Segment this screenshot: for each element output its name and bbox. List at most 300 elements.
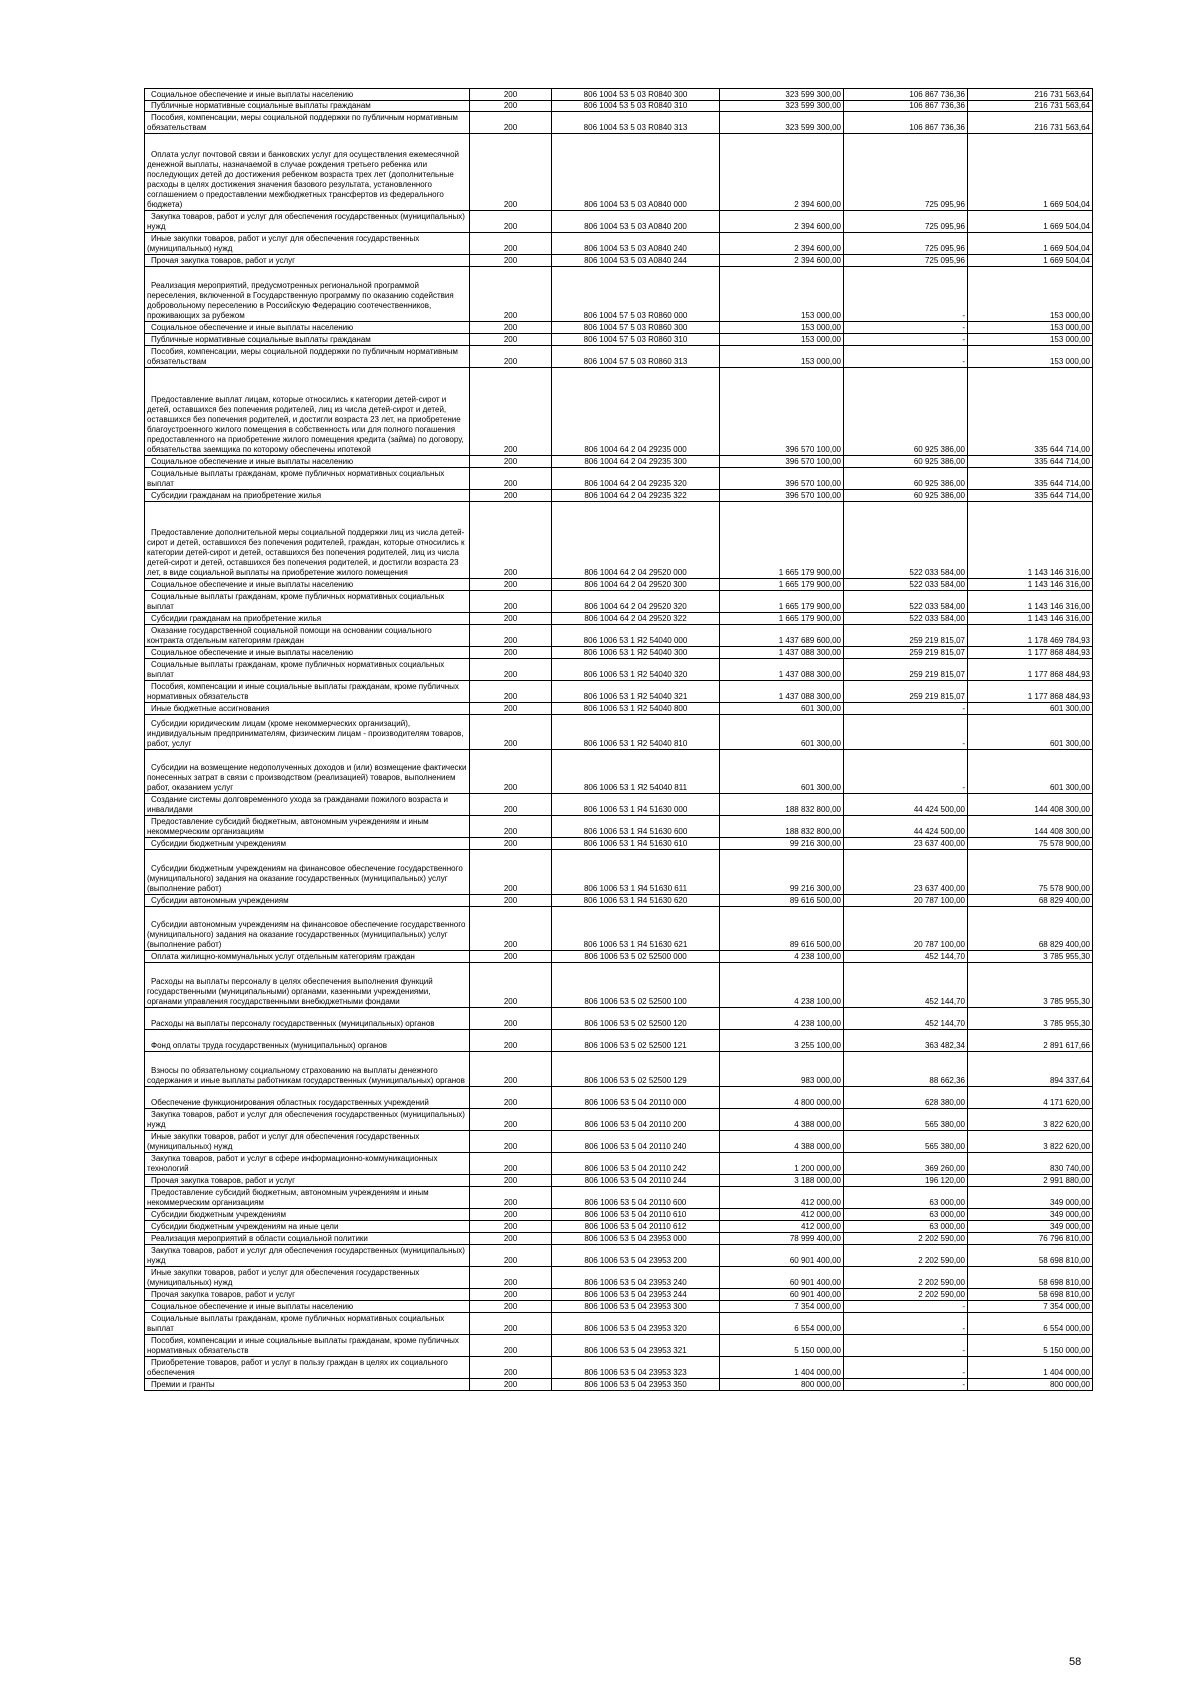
cell-code: 200 [470, 101, 552, 112]
cell-remaining: 2 891 617,66 [968, 1030, 1093, 1052]
table-row [145, 1335, 1093, 1357]
table-row [145, 1187, 1093, 1209]
cell-remaining: 1 178 469 784,93 [968, 625, 1093, 647]
cell-code: 200 [470, 613, 552, 625]
table-row [145, 579, 1093, 591]
cell-name: Реализация мероприятий в области социальной политики [145, 1233, 470, 1245]
cell-code: 200 [470, 579, 552, 591]
cell-kbk: 806 1006 53 5 04 23953 323 [552, 1357, 720, 1379]
budget-table [144, 88, 1093, 1391]
cell-kbk: 806 1006 53 5 02 52500 100 [552, 963, 720, 1008]
table-row [145, 613, 1093, 625]
cell-code: 200 [470, 1153, 552, 1175]
cell-remaining: 800 000,00 [968, 1379, 1093, 1391]
table-row [145, 625, 1093, 647]
cell-executed: 60 925 386,00 [844, 468, 968, 490]
cell-remaining: 349 000,00 [968, 1209, 1093, 1221]
table-row [145, 1109, 1093, 1131]
cell-executed: - [844, 1313, 968, 1335]
cell-name: Закупка товаров, работ и услуг для обеспечения государственных (муниципальных) нужд [145, 1109, 470, 1131]
cell-assigned: 1 404 000,00 [720, 1357, 844, 1379]
cell-name: Социальные выплаты гражданам, кроме публичных нормативных социальных выплат [145, 468, 470, 490]
cell-assigned: 78 999 400,00 [720, 1233, 844, 1245]
cell-executed: 88 662,36 [844, 1052, 968, 1087]
cell-kbk: 806 1004 64 2 04 29235 322 [552, 490, 720, 502]
cell-remaining: 75 578 900,00 [968, 838, 1093, 850]
cell-remaining: 601 300,00 [968, 750, 1093, 794]
cell-assigned: 412 000,00 [720, 1221, 844, 1233]
cell-kbk: 806 1006 53 1 Я2 54040 321 [552, 681, 720, 703]
cell-code: 200 [470, 1008, 552, 1030]
table-row [145, 101, 1093, 112]
cell-assigned: 601 300,00 [720, 715, 844, 750]
cell-remaining: 335 644 714,00 [968, 490, 1093, 502]
cell-remaining: 68 829 400,00 [968, 907, 1093, 951]
cell-executed: 369 260,00 [844, 1153, 968, 1175]
table-row [145, 1153, 1093, 1175]
cell-remaining: 2 991 880,00 [968, 1175, 1093, 1187]
cell-code: 200 [470, 1313, 552, 1335]
cell-assigned: 99 216 300,00 [720, 838, 844, 850]
cell-kbk: 806 1006 53 1 Я4 51630 000 [552, 794, 720, 816]
cell-name: Закупка товаров, работ и услуг для обеспечения государственных (муниципальных) нужд [145, 1245, 470, 1267]
cell-kbk: 806 1006 53 5 04 20110 240 [552, 1131, 720, 1153]
cell-code: 200 [470, 1175, 552, 1187]
cell-name: Субсидии бюджетным учреждениям на иные цели [145, 1221, 470, 1233]
cell-remaining: 216 731 563,64 [968, 112, 1093, 134]
table-row [145, 850, 1093, 895]
cell-name: Приобретение товаров, работ и услуг в пользу граждан в целях их социального обеспечения [145, 1357, 470, 1379]
cell-assigned: 60 901 400,00 [720, 1245, 844, 1267]
cell-code: 200 [470, 1357, 552, 1379]
cell-remaining: 5 150 000,00 [968, 1335, 1093, 1357]
cell-executed: - [844, 750, 968, 794]
cell-executed: 259 219 815,07 [844, 625, 968, 647]
cell-kbk: 806 1006 53 1 Я4 51630 620 [552, 895, 720, 907]
cell-assigned: 1 437 088 300,00 [720, 659, 844, 681]
cell-assigned: 1 200 000,00 [720, 1153, 844, 1175]
cell-remaining: 335 644 714,00 [968, 468, 1093, 490]
cell-kbk: 806 1006 53 1 Я2 54040 300 [552, 647, 720, 659]
cell-code: 200 [470, 490, 552, 502]
cell-remaining: 3 822 620,00 [968, 1131, 1093, 1153]
cell-code: 200 [470, 750, 552, 794]
cell-kbk: 806 1004 53 5 03 A0840 244 [552, 255, 720, 267]
cell-name: Прочая закупка товаров, работ и услуг [145, 1289, 470, 1301]
cell-kbk: 806 1004 57 5 03 R0860 313 [552, 346, 720, 368]
cell-remaining: 76 796 810,00 [968, 1233, 1093, 1245]
cell-assigned: 396 570 100,00 [720, 490, 844, 502]
cell-name: Социальные выплаты гражданам, кроме публичных нормативных социальных выплат [145, 591, 470, 613]
cell-kbk: 806 1006 53 5 04 23953 200 [552, 1245, 720, 1267]
cell-executed: - [844, 322, 968, 334]
table-row [145, 895, 1093, 907]
cell-executed: 63 000,00 [844, 1221, 968, 1233]
table-row [145, 647, 1093, 659]
cell-remaining: 58 698 810,00 [968, 1267, 1093, 1289]
cell-name: Закупка товаров, работ и услуг в сфере информационно-коммуникационных технологий [145, 1153, 470, 1175]
cell-executed: - [844, 1357, 968, 1379]
cell-remaining: 1 669 504,04 [968, 211, 1093, 233]
cell-assigned: 3 188 000,00 [720, 1175, 844, 1187]
cell-kbk: 806 1006 53 5 04 20110 200 [552, 1109, 720, 1131]
table-row [145, 659, 1093, 681]
cell-executed: 63 000,00 [844, 1209, 968, 1221]
table-row [145, 456, 1093, 468]
cell-name: Предоставление дополнительной меры социальной поддержки лиц из числа детей-сирот и детей, оставшихся без попечения родителей, граждан, которые относились к категории детей-сирот и детей, оставшихся без попечения родителей, лиц из числа детей-сирот и детей, оставшихся без попечения родителей, и достигли возраста 23 лет, в виде социальной выплаты на приобретение жилого помещения [145, 502, 470, 579]
cell-kbk: 806 1006 53 5 04 20110 612 [552, 1221, 720, 1233]
cell-assigned: 4 238 100,00 [720, 951, 844, 963]
cell-executed: - [844, 334, 968, 346]
cell-executed: 363 482,34 [844, 1030, 968, 1052]
cell-executed: - [844, 1301, 968, 1313]
cell-kbk: 806 1006 53 5 04 23953 000 [552, 1233, 720, 1245]
cell-kbk: 806 1006 53 5 04 23953 244 [552, 1289, 720, 1301]
cell-executed: 60 925 386,00 [844, 490, 968, 502]
cell-executed: 628 380,00 [844, 1087, 968, 1109]
table-row [145, 1008, 1093, 1030]
table-row [145, 1379, 1093, 1391]
cell-code: 200 [470, 1052, 552, 1087]
cell-code: 200 [470, 816, 552, 838]
table-row [145, 1087, 1093, 1109]
cell-executed: 44 424 500,00 [844, 794, 968, 816]
cell-executed: 20 787 100,00 [844, 895, 968, 907]
cell-code: 200 [470, 625, 552, 647]
cell-name: Предоставление субсидий бюджетным, автономным учреждениям и иным некоммерческим организациям [145, 816, 470, 838]
cell-name: Оплата услуг почтовой связи и банковских услуг для осуществления ежемесячной денежной выплаты, назначаемой в случае рождения третьего ребенка или последующих детей до достижения ребенком возраста трех лет (дополнительные расходы в целях достижения значения базового результата, установленного соглашением о предоставлении межбюджетных трансфертов из федерального бюджета) [145, 134, 470, 211]
cell-code: 200 [470, 907, 552, 951]
cell-assigned: 800 000,00 [720, 1379, 844, 1391]
cell-name: Субсидии бюджетным учреждениям [145, 1209, 470, 1221]
cell-executed: 23 637 400,00 [844, 850, 968, 895]
cell-remaining: 75 578 900,00 [968, 850, 1093, 895]
cell-code: 200 [470, 233, 552, 255]
cell-executed: 44 424 500,00 [844, 816, 968, 838]
cell-kbk: 806 1006 53 1 Я4 51630 611 [552, 850, 720, 895]
cell-code: 200 [470, 715, 552, 750]
cell-code: 200 [470, 255, 552, 267]
cell-code: 200 [470, 322, 552, 334]
table-row [145, 211, 1093, 233]
cell-kbk: 806 1006 53 5 04 20110 600 [552, 1187, 720, 1209]
cell-name: Фонд оплаты труда государственных (муниципальных) органов [145, 1030, 470, 1052]
cell-remaining: 349 000,00 [968, 1187, 1093, 1209]
cell-code: 200 [470, 1087, 552, 1109]
cell-kbk: 806 1004 64 2 04 29520 300 [552, 579, 720, 591]
cell-executed: 522 033 584,00 [844, 502, 968, 579]
cell-name: Социальное обеспечение и иные выплаты населению [145, 456, 470, 468]
cell-assigned: 412 000,00 [720, 1209, 844, 1221]
cell-kbk: 806 1006 53 1 Я2 54040 810 [552, 715, 720, 750]
table-row [145, 703, 1093, 715]
cell-executed: 23 637 400,00 [844, 838, 968, 850]
cell-kbk: 806 1004 57 5 03 R0860 310 [552, 334, 720, 346]
page-number: 58 [1069, 1656, 1082, 1668]
cell-code: 200 [470, 89, 552, 101]
cell-assigned: 2 394 600,00 [720, 233, 844, 255]
cell-name: Субсидии на возмещение недополученных доходов и (или) возмещение фактически понесенных затрат в связи с производством (реализацией) товаров, выполнением работ, оказанием услуг [145, 750, 470, 794]
cell-remaining: 58 698 810,00 [968, 1289, 1093, 1301]
cell-code: 200 [470, 850, 552, 895]
cell-code: 200 [470, 1335, 552, 1357]
table-body [145, 89, 1093, 1391]
cell-kbk: 806 1004 53 5 03 A0840 240 [552, 233, 720, 255]
cell-code: 200 [470, 1267, 552, 1289]
cell-assigned: 601 300,00 [720, 750, 844, 794]
cell-executed: 259 219 815,07 [844, 647, 968, 659]
table-row [145, 255, 1093, 267]
cell-code: 200 [470, 659, 552, 681]
cell-executed: 522 033 584,00 [844, 591, 968, 613]
cell-kbk: 806 1004 64 2 04 29520 000 [552, 502, 720, 579]
cell-executed: 60 925 386,00 [844, 368, 968, 456]
cell-assigned: 323 599 300,00 [720, 101, 844, 112]
table-row [145, 963, 1093, 1008]
cell-executed: 106 867 736,36 [844, 101, 968, 112]
cell-remaining: 153 000,00 [968, 334, 1093, 346]
cell-assigned: 4 800 000,00 [720, 1087, 844, 1109]
cell-kbk: 806 1006 53 5 02 52500 000 [552, 951, 720, 963]
cell-code: 200 [470, 895, 552, 907]
cell-code: 200 [470, 346, 552, 368]
cell-code: 200 [470, 112, 552, 134]
cell-remaining: 4 171 620,00 [968, 1087, 1093, 1109]
cell-remaining: 1 669 504,04 [968, 255, 1093, 267]
cell-executed: 725 095,96 [844, 255, 968, 267]
cell-remaining: 216 731 563,64 [968, 101, 1093, 112]
cell-assigned: 4 238 100,00 [720, 963, 844, 1008]
cell-remaining: 3 785 955,30 [968, 963, 1093, 1008]
cell-assigned: 323 599 300,00 [720, 89, 844, 101]
cell-executed: 725 095,96 [844, 233, 968, 255]
cell-code: 200 [470, 1301, 552, 1313]
cell-kbk: 806 1006 53 1 Я2 54040 811 [552, 750, 720, 794]
cell-assigned: 4 388 000,00 [720, 1131, 844, 1153]
table-row [145, 346, 1093, 368]
cell-assigned: 89 616 500,00 [720, 895, 844, 907]
cell-kbk: 806 1006 53 5 04 23953 321 [552, 1335, 720, 1357]
table-row [145, 591, 1093, 613]
cell-kbk: 806 1006 53 1 Я2 54040 320 [552, 659, 720, 681]
cell-executed: 106 867 736,36 [844, 89, 968, 101]
table-row [145, 89, 1093, 101]
cell-name: Иные бюджетные ассигнования [145, 703, 470, 715]
cell-code: 200 [470, 267, 552, 322]
cell-code: 200 [470, 647, 552, 659]
cell-assigned: 1 665 179 900,00 [720, 579, 844, 591]
cell-remaining: 58 698 810,00 [968, 1245, 1093, 1267]
cell-name: Предоставление субсидий бюджетным, автономным учреждениям и иным некоммерческим организациям [145, 1187, 470, 1209]
table-row [145, 907, 1093, 951]
cell-kbk: 806 1006 53 5 04 23953 320 [552, 1313, 720, 1335]
cell-remaining: 1 177 868 484,93 [968, 681, 1093, 703]
cell-assigned: 99 216 300,00 [720, 850, 844, 895]
cell-kbk: 806 1004 64 2 04 29235 320 [552, 468, 720, 490]
cell-executed: 725 095,96 [844, 134, 968, 211]
cell-executed: 259 219 815,07 [844, 659, 968, 681]
cell-kbk: 806 1006 53 5 04 23953 300 [552, 1301, 720, 1313]
table-row [145, 468, 1093, 490]
cell-assigned: 396 570 100,00 [720, 468, 844, 490]
cell-executed: 2 202 590,00 [844, 1245, 968, 1267]
cell-remaining: 153 000,00 [968, 346, 1093, 368]
cell-assigned: 188 832 800,00 [720, 794, 844, 816]
cell-assigned: 5 150 000,00 [720, 1335, 844, 1357]
cell-kbk: 806 1006 53 1 Я4 51630 621 [552, 907, 720, 951]
cell-executed: 106 867 736,36 [844, 112, 968, 134]
table-row [145, 368, 1093, 456]
cell-name: Социальное обеспечение и иные выплаты населению [145, 1301, 470, 1313]
cell-remaining: 153 000,00 [968, 322, 1093, 334]
cell-code: 200 [470, 794, 552, 816]
cell-remaining: 3 822 620,00 [968, 1109, 1093, 1131]
cell-code: 200 [470, 1131, 552, 1153]
cell-assigned: 4 388 000,00 [720, 1109, 844, 1131]
cell-name: Предоставление выплат лицам, которые относились к категории детей-сирот и детей, оставшихся без попечения родителей, лиц из числа детей-сирот и детей, оставшихся без попечения родителей, и достигли возраста 23 лет, на приобретение благоустроенного жилого помещения в собственность или для полного погашения предоставленного на приобретение жилого помещения кредита (займа) по договору, обязательства заемщика по которому обеспечены ипотекой [145, 368, 470, 456]
table-row [145, 1221, 1093, 1233]
cell-kbk: 806 1006 53 5 04 23953 350 [552, 1379, 720, 1391]
cell-executed: 259 219 815,07 [844, 681, 968, 703]
cell-executed: 522 033 584,00 [844, 579, 968, 591]
cell-name: Публичные нормативные социальные выплаты гражданам [145, 334, 470, 346]
table-row [145, 1313, 1093, 1335]
cell-executed: 522 033 584,00 [844, 613, 968, 625]
cell-name: Пособия, компенсации, меры социальной поддержки по публичным нормативным обязательствам [145, 112, 470, 134]
cell-remaining: 144 408 300,00 [968, 794, 1093, 816]
table-row [145, 233, 1093, 255]
table-row [145, 1245, 1093, 1267]
cell-name: Реализация мероприятий, предусмотренных региональной программой переселения, включенной в Государственную программу по оказанию содействия добровольному переселению в Российскую Федерацию соотечественников, проживающих за рубежом [145, 267, 470, 322]
cell-assigned: 2 394 600,00 [720, 134, 844, 211]
cell-remaining: 335 644 714,00 [968, 456, 1093, 468]
cell-kbk: 806 1004 64 2 04 29235 300 [552, 456, 720, 468]
cell-name: Социальные выплаты гражданам, кроме публичных нормативных социальных выплат [145, 659, 470, 681]
cell-remaining: 601 300,00 [968, 703, 1093, 715]
cell-executed: - [844, 715, 968, 750]
cell-remaining: 1 669 504,04 [968, 134, 1093, 211]
table-row [145, 334, 1093, 346]
cell-code: 200 [470, 1289, 552, 1301]
cell-assigned: 2 394 600,00 [720, 255, 844, 267]
table-row [145, 112, 1093, 134]
cell-name: Социальные выплаты гражданам, кроме публичных нормативных социальных выплат [145, 1313, 470, 1335]
cell-kbk: 806 1004 53 5 03 A0840 000 [552, 134, 720, 211]
cell-code: 200 [470, 502, 552, 579]
cell-code: 200 [470, 838, 552, 850]
cell-assigned: 7 354 000,00 [720, 1301, 844, 1313]
cell-assigned: 983 000,00 [720, 1052, 844, 1087]
cell-code: 200 [470, 703, 552, 715]
cell-remaining: 349 000,00 [968, 1221, 1093, 1233]
cell-kbk: 806 1004 53 5 03 R0840 313 [552, 112, 720, 134]
cell-assigned: 3 255 100,00 [720, 1030, 844, 1052]
cell-kbk: 806 1006 53 5 04 23953 240 [552, 1267, 720, 1289]
cell-remaining: 68 829 400,00 [968, 895, 1093, 907]
cell-remaining: 216 731 563,64 [968, 89, 1093, 101]
cell-assigned: 396 570 100,00 [720, 456, 844, 468]
cell-remaining: 1 404 000,00 [968, 1357, 1093, 1379]
cell-remaining: 7 354 000,00 [968, 1301, 1093, 1313]
table-row [145, 951, 1093, 963]
cell-remaining: 3 785 955,30 [968, 951, 1093, 963]
cell-remaining: 6 554 000,00 [968, 1313, 1093, 1335]
cell-kbk: 806 1004 53 5 03 A0840 200 [552, 211, 720, 233]
cell-assigned: 153 000,00 [720, 322, 844, 334]
cell-assigned: 153 000,00 [720, 346, 844, 368]
cell-name: Иные закупки товаров, работ и услуг для обеспечения государственных (муниципальных) нужд [145, 1131, 470, 1153]
cell-code: 200 [470, 368, 552, 456]
cell-kbk: 806 1004 53 5 03 R0840 300 [552, 89, 720, 101]
cell-remaining: 1 143 146 316,00 [968, 613, 1093, 625]
table-row [145, 502, 1093, 579]
cell-code: 200 [470, 1109, 552, 1131]
cell-code: 200 [470, 591, 552, 613]
cell-name: Субсидии бюджетным учреждениям на финансовое обеспечение государственного (муниципального) задания на оказание государственных (муниципальных) услуг (выполнение работ) [145, 850, 470, 895]
cell-name: Субсидии гражданам на приобретение жилья [145, 490, 470, 502]
cell-assigned: 601 300,00 [720, 703, 844, 715]
cell-name: Субсидии бюджетным учреждениям [145, 838, 470, 850]
cell-code: 200 [470, 1209, 552, 1221]
cell-code: 200 [470, 134, 552, 211]
cell-assigned: 4 238 100,00 [720, 1008, 844, 1030]
table-row [145, 715, 1093, 750]
cell-remaining: 1 143 146 316,00 [968, 502, 1093, 579]
cell-name: Прочая закупка товаров, работ и услуг [145, 255, 470, 267]
cell-executed: 2 202 590,00 [844, 1233, 968, 1245]
cell-kbk: 806 1006 53 5 02 52500 129 [552, 1052, 720, 1087]
table-row [145, 1233, 1093, 1245]
cell-name: Социальное обеспечение и иные выплаты населению [145, 89, 470, 101]
table-row [145, 1289, 1093, 1301]
cell-kbk: 806 1006 53 1 Я4 51630 610 [552, 838, 720, 850]
cell-name: Пособия, компенсации и иные социальные выплаты гражданам, кроме публичных нормативных обязательств [145, 1335, 470, 1357]
cell-kbk: 806 1006 53 5 04 20110 242 [552, 1153, 720, 1175]
cell-executed: 63 000,00 [844, 1187, 968, 1209]
cell-assigned: 1 665 179 900,00 [720, 591, 844, 613]
cell-assigned: 60 901 400,00 [720, 1267, 844, 1289]
cell-kbk: 806 1006 53 1 Я4 51630 600 [552, 816, 720, 838]
cell-assigned: 153 000,00 [720, 334, 844, 346]
cell-name: Создание системы долговременного ухода за гражданами пожилого возраста и инвалидами [145, 794, 470, 816]
cell-executed: 452 144,70 [844, 951, 968, 963]
table-row [145, 267, 1093, 322]
cell-assigned: 323 599 300,00 [720, 112, 844, 134]
cell-executed: 565 380,00 [844, 1109, 968, 1131]
cell-assigned: 1 665 179 900,00 [720, 502, 844, 579]
cell-name: Обеспечение функционирования областных государственных учреждений [145, 1087, 470, 1109]
table-row [145, 1301, 1093, 1313]
cell-remaining: 144 408 300,00 [968, 816, 1093, 838]
cell-kbk: 806 1006 53 5 04 20110 244 [552, 1175, 720, 1187]
cell-assigned: 153 000,00 [720, 267, 844, 322]
cell-kbk: 806 1004 64 2 04 29235 000 [552, 368, 720, 456]
cell-executed: - [844, 703, 968, 715]
cell-name: Пособия, компенсации и иные социальные выплаты гражданам, кроме публичных нормативных обязательств [145, 681, 470, 703]
cell-code: 200 [470, 963, 552, 1008]
cell-code: 200 [470, 951, 552, 963]
cell-name: Социальное обеспечение и иные выплаты населению [145, 322, 470, 334]
table-row [145, 1357, 1093, 1379]
cell-kbk: 806 1004 57 5 03 R0860 300 [552, 322, 720, 334]
cell-executed: 565 380,00 [844, 1131, 968, 1153]
cell-remaining: 1 177 868 484,93 [968, 659, 1093, 681]
cell-executed: 60 925 386,00 [844, 456, 968, 468]
cell-name: Взносы по обязательному социальному страхованию на выплаты денежного содержания и иные выплаты работникам государственных (муниципальных) органов [145, 1052, 470, 1087]
table-row [145, 794, 1093, 816]
cell-code: 200 [470, 1379, 552, 1391]
table-row [145, 490, 1093, 502]
